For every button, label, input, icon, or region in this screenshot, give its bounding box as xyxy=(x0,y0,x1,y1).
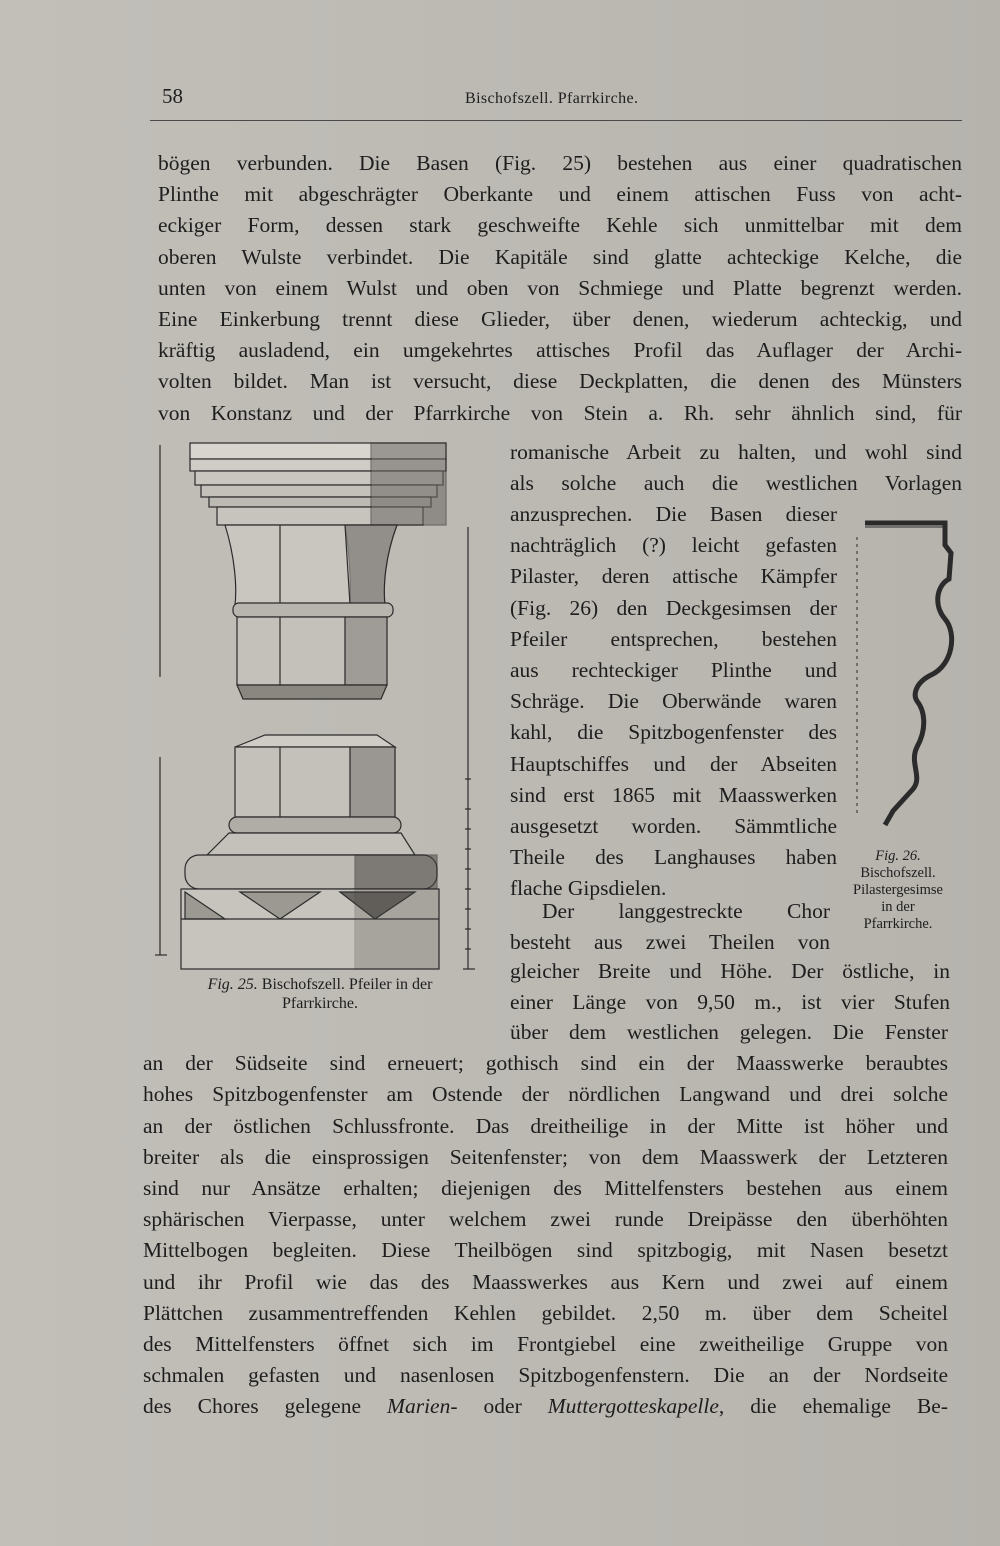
intro-paragraph xyxy=(158,148,962,429)
text-line: an der östlichen Schlussfronte. Das dreitheilige in der Mitte ist höher und xyxy=(143,1113,948,1138)
text-line: über dem westlichen gelegen. Die Fenster xyxy=(510,1020,948,1044)
caption-line: Pfarrkirche. xyxy=(863,916,933,932)
text-run: oder xyxy=(457,1394,548,1419)
figure-25-caption xyxy=(170,975,470,1013)
text-line: romanische Arbeit zu halten, und wohl sind xyxy=(510,440,962,464)
running-head: Bischofszell. Pfarrkirche. xyxy=(465,90,639,107)
text-line: Plättchen zusammentreffenden Kehlen gebildet. 2,50 m. über dem Scheitel xyxy=(143,1300,948,1325)
page-header xyxy=(150,84,960,114)
text-line: nachträglich (?) leicht gefasten xyxy=(510,533,837,558)
text-run: des Chores gelegene xyxy=(143,1394,388,1419)
text-line: ausgesetzt worden. Sämmtliche xyxy=(510,814,837,839)
text-line: Schräge. Die Oberwände waren xyxy=(510,689,837,714)
text-line: sphärischen Vierpasse, unter welchem zwei runde Dreipässe den überhöhten xyxy=(143,1207,948,1232)
page-number: 58 xyxy=(162,84,183,108)
text-line: einer Länge von 9,50 m., ist vier Stufen xyxy=(510,990,950,1015)
main-paragraph xyxy=(143,1017,948,1423)
text-line: eckiger Form, dessen stark geschweifte Kehle sich unmittelbar mit dem xyxy=(158,213,962,238)
chapel-name-muttergottes: Muttergotteskapelle xyxy=(547,1394,719,1419)
text-line: Pilaster, deren attische Kämpfer xyxy=(510,564,837,589)
text-line: von Konstanz und der Pfarrkirche von Stein a. Rh. sehr ähnlich sind, für xyxy=(158,400,962,425)
text-line: kahl, die Spitzbogenfenster des xyxy=(510,720,837,745)
chor-continuation xyxy=(510,956,950,1018)
text-line-last xyxy=(143,1391,948,1422)
text-line: flache Gipsdielen. xyxy=(510,876,667,901)
text-line: und ihr Profil wie das des Maasswerkes aus Kern und zwei auf einem xyxy=(143,1269,948,1294)
caption-line: in der xyxy=(881,899,915,915)
text-line: als solche auch die westlichen Vorlagen xyxy=(510,471,962,496)
figure-label: Fig. 26. xyxy=(875,848,921,864)
figure-caption-text: Bischofszell. Pfeiler in der Pfarrkirche. xyxy=(261,976,433,1012)
text-line: schmalen gefasten und nasenlosen Spitzbogenfenstern. Die an der Nordseite xyxy=(143,1363,948,1388)
text-line: des Mittelfensters öffnet sich im Frontgiebel eine zweitheilige Gruppe von xyxy=(143,1332,948,1357)
text-line: an der Südseite sind erneuert; gothisch sind ein der Maasswerke beraubtes xyxy=(143,1051,948,1076)
text-line: Eine Einkerbung trennt diese Glieder, über denen, wiederum achteckig, und xyxy=(158,307,962,332)
chapel-name-marien: Marien- xyxy=(387,1394,458,1419)
text-line: volten bildet. Man ist versucht, diese Deckplatten, die denen des Münsters xyxy=(158,369,962,394)
figure-26-caption xyxy=(838,848,958,933)
text-line: bögen verbunden. Die Basen (Fig. 25) bestehen aus einer quadratischen xyxy=(158,151,962,175)
text-line: Theile des Langhauses haben xyxy=(510,845,837,870)
text-line: Plinthe mit abgeschrägter Oberkante und einem attischen Fuss von acht- xyxy=(158,182,962,207)
text-line: Der langgestreckte Chor xyxy=(542,899,830,923)
text-line: kräftig ausladend, ein umgekehrtes attisches Profil das Auflager der Archi- xyxy=(158,338,962,363)
figure-label: Fig. 25. xyxy=(207,976,258,993)
text-line: sind erst 1865 mit Maasswerken xyxy=(510,782,837,807)
text-line: gleicher Breite und Höhe. Der östliche, in xyxy=(510,959,950,983)
pier-illustration xyxy=(145,437,485,977)
pilaster-profile-illustration xyxy=(845,515,960,835)
text-line: hohes Spitzbogenfenster am Ostende der nördlichen Langwand und drei solche xyxy=(143,1082,948,1107)
text-line: aus rechteckiger Plinthe und xyxy=(510,658,837,683)
text-run: , die ehemalige Be- xyxy=(718,1394,949,1419)
narrow-paragraph xyxy=(510,499,837,905)
text-line: unten von einem Wulst und oben von Schmiege und Platte begrenzt werden. xyxy=(158,275,962,300)
wrap-paragraph xyxy=(510,437,962,499)
text-line: anzusprechen. Die Basen dieser xyxy=(510,502,837,526)
caption-line: Pilastergesimse xyxy=(853,882,943,898)
header-rule xyxy=(150,120,962,121)
text-line: Hauptschiffes und der Abseiten xyxy=(510,751,837,776)
chor-paragraph xyxy=(510,896,830,958)
text-line: sind nur Ansätze erhalten; diejenigen des Mittelfensters bestehen aus einem xyxy=(143,1176,948,1201)
figure-26-profile-drawing xyxy=(845,515,960,835)
text-line: (Fig. 26) den Deckgesimsen der xyxy=(510,595,837,620)
text-line: besteht aus zwei Theilen von xyxy=(510,930,830,955)
text-line: breiter als die einsprossigen Seitenfenster; von dem Maasswerk der Letzteren xyxy=(143,1144,948,1169)
text-line: Pfeiler entsprechen, bestehen xyxy=(510,626,837,651)
text-line: Mittelbogen begleiten. Diese Theilbögen sind spitzbogig, mit Nasen besetzt xyxy=(143,1238,948,1263)
text-line: oberen Wulste verbindet. Die Kapitäle sind glatte achteckige Kelche, die xyxy=(158,244,962,269)
figure-25-pier-drawing xyxy=(145,437,485,977)
caption-line: Bischofszell. xyxy=(860,865,936,881)
